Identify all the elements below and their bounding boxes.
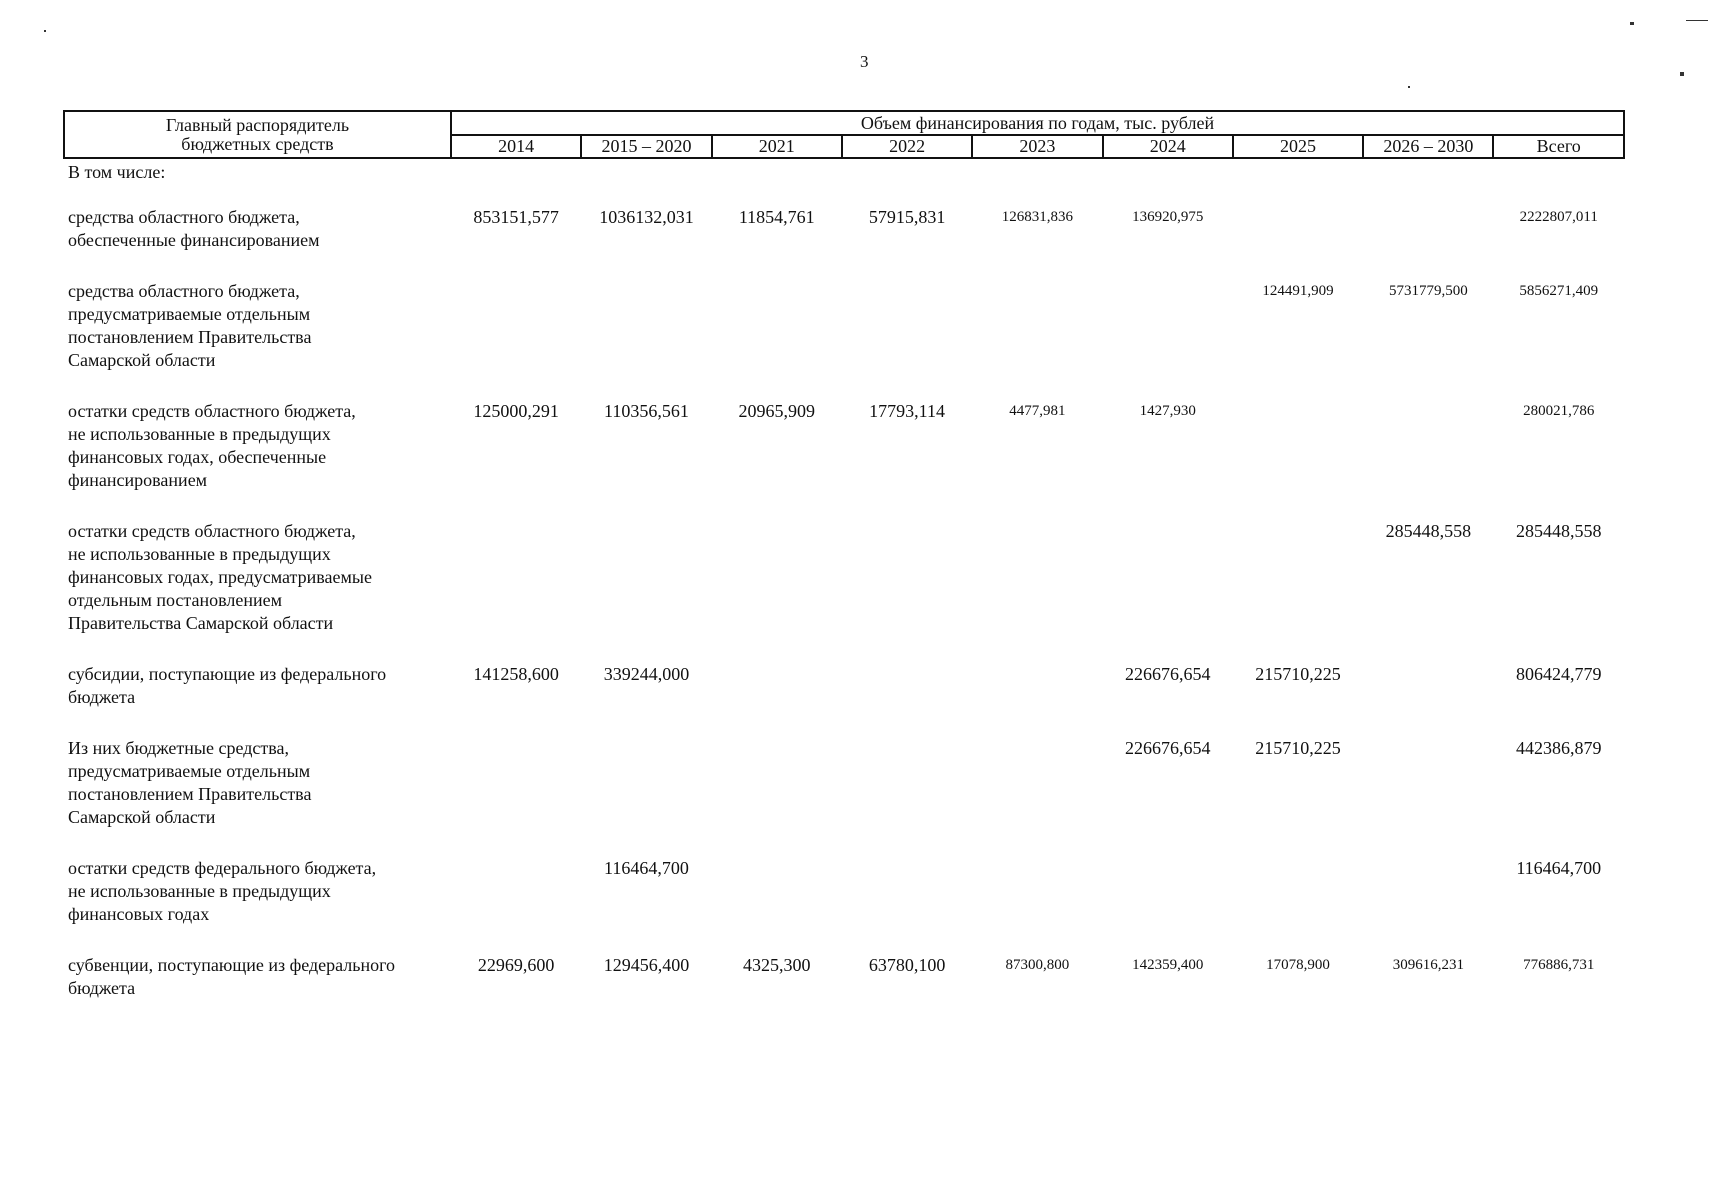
value-cell-20152020: 116464,700	[604, 858, 689, 878]
row-label-line: Из них бюджетные средства,	[68, 738, 290, 758]
value-cell-2023: 87300,800	[1005, 957, 1070, 973]
value-cell-2022	[842, 663, 972, 737]
value-cell-2024: 142359,400	[1132, 957, 1204, 973]
value-cell-20152020	[581, 737, 711, 857]
row-label	[64, 663, 451, 737]
funding-table-container	[63, 110, 1625, 1028]
value-cell-2024	[1103, 520, 1233, 663]
row-label	[64, 280, 451, 400]
value-cell-2023	[972, 520, 1102, 663]
value-cell-2014: 853151,577	[473, 207, 559, 227]
value-cell-Всего: 442386,879	[1515, 738, 1602, 758]
value-cell-2025	[1233, 857, 1363, 954]
value-cell-2023	[972, 280, 1102, 400]
value-cell-Всего: 280021,786	[1523, 403, 1595, 419]
value-cell-2025	[1233, 400, 1363, 520]
row-label-line: субвенции, поступающие из федерального	[68, 955, 396, 975]
value-cell-2014: 125000,291	[473, 401, 559, 421]
value-cell-2024: 1427,930	[1139, 403, 1196, 419]
value-cell-20262030: 309616,231	[1392, 957, 1464, 973]
value-cell-2023: 126831,836	[1001, 209, 1073, 225]
value-cell-2024: 226676,654	[1124, 664, 1211, 684]
value-cell-20262030	[1363, 400, 1493, 520]
scan-speck	[1630, 22, 1634, 25]
table-row	[64, 280, 1624, 400]
value-cell-2025	[1233, 206, 1363, 280]
value-cell-20262030	[1363, 206, 1493, 280]
row-label	[64, 857, 451, 954]
row-label-line: финансированием	[68, 470, 208, 490]
value-cell-2022: 17793,114	[869, 401, 945, 421]
value-cell-20262030: 5731779,500	[1388, 283, 1468, 299]
row-label-line: бюджета	[68, 687, 136, 707]
header-year-8: Всего	[1493, 135, 1624, 158]
row-label-line: не использованные в предыдущих	[68, 544, 331, 564]
value-cell-2023	[972, 663, 1102, 737]
scan-speck	[1680, 72, 1684, 76]
table-row	[64, 520, 1624, 663]
table-body	[64, 158, 1624, 1028]
value-cell-20262030	[1363, 737, 1493, 857]
value-cell-2021: 20965,909	[738, 401, 815, 421]
value-cell-2025: 215710,225	[1255, 664, 1341, 684]
row-label-line: постановлением Правительства	[68, 327, 312, 347]
table-row	[64, 954, 1624, 1028]
value-cell-2014: 141258,600	[473, 664, 559, 684]
row-label-line: средства областного бюджета,	[68, 281, 300, 301]
value-cell-2025	[1233, 520, 1363, 663]
header-label-line-1: Главный распорядитель	[165, 114, 350, 135]
value-cell-20152020: 129456,400	[603, 955, 690, 975]
value-cell-Всего: 116464,700	[1516, 858, 1602, 878]
value-cell-2023	[972, 857, 1102, 954]
table-row	[64, 206, 1624, 280]
row-label-line: Самарской области	[68, 807, 216, 827]
table-row	[64, 737, 1624, 857]
value-cell-2022: 57915,831	[868, 207, 946, 227]
value-cell-2021: 4325,300	[743, 955, 811, 975]
row-label-line: субсидии, поступающие из федерального	[68, 664, 387, 684]
value-cell-20152020	[581, 520, 711, 663]
row-label-line: предусматриваемые отдельным	[68, 304, 311, 324]
header-label-cell	[64, 111, 451, 158]
row-label	[64, 520, 451, 663]
header-year-4: 2023	[972, 135, 1102, 158]
row-label-line: обеспеченные финансированием	[68, 230, 320, 250]
table-row	[64, 400, 1624, 520]
row-label-line: не использованные в предыдущих	[68, 881, 331, 901]
value-cell-Всего: 285448,558	[1515, 521, 1602, 541]
header-year-1: 2015 – 2020	[581, 135, 711, 158]
value-cell-Всего: 2222807,011	[1519, 209, 1598, 225]
header-year-0: 2014	[451, 135, 581, 158]
value-cell-2022	[842, 857, 972, 954]
row-label-line: Правительства Самарской области	[68, 613, 334, 633]
scan-speck	[44, 30, 46, 32]
header-label-line-2: бюджетных средств	[181, 133, 334, 154]
header-year-6: 2025	[1233, 135, 1363, 158]
header-year-7: 2026 – 2030	[1363, 135, 1493, 158]
row-label-line: бюджета	[68, 978, 136, 998]
value-cell-2022	[842, 520, 972, 663]
row-label-line: постановлением Правительства	[68, 784, 312, 804]
value-cell-2024	[1103, 280, 1233, 400]
value-cell-20152020: 110356,561	[604, 401, 689, 421]
value-cell-2024: 226676,654	[1124, 738, 1211, 758]
value-cell-2021	[712, 280, 842, 400]
row-label-line: Самарской области	[68, 350, 216, 370]
value-cell-2014	[451, 737, 581, 857]
value-cell-2021	[712, 520, 842, 663]
value-cell-20152020: 339244,000	[603, 664, 690, 684]
scan-speck	[1408, 86, 1410, 88]
row-label-line: остатки средств областного бюджета,	[68, 401, 356, 421]
value-cell-2021: 11854,761	[738, 207, 815, 227]
value-cell-2023: 4477,981	[1009, 403, 1066, 419]
row-label-line: финансовых годах, предусматриваемые	[68, 567, 372, 587]
row-label-line: средства областного бюджета,	[68, 207, 300, 227]
row-label	[64, 206, 451, 280]
value-cell-2023	[972, 737, 1102, 857]
value-cell-2021	[712, 663, 842, 737]
value-cell-2014	[451, 520, 581, 663]
row-label-line: финансовых годах, обеспеченные	[68, 447, 327, 467]
table-row	[64, 857, 1624, 954]
value-cell-2022	[842, 280, 972, 400]
page-number: 3	[860, 52, 869, 71]
value-cell-2014: 22969,600	[477, 955, 555, 975]
intro-text: В том числе:	[68, 162, 166, 182]
value-cell-Всего: 5856271,409	[1519, 283, 1599, 299]
value-cell-Всего: 806424,779	[1515, 664, 1602, 684]
value-cell-2021	[712, 857, 842, 954]
value-cell-2021	[712, 737, 842, 857]
row-label-line: остатки средств областного бюджета,	[68, 521, 356, 541]
value-cell-2024: 136920,975	[1132, 209, 1204, 225]
row-label-line: остатки средств федерального бюджета,	[68, 858, 377, 878]
value-cell-Всего: 776886,731	[1523, 957, 1595, 973]
table-row	[64, 663, 1624, 737]
row-label	[64, 737, 451, 857]
value-cell-2014	[451, 280, 581, 400]
row-label	[64, 954, 451, 1028]
header-year-2: 2021	[712, 135, 842, 158]
funding-table	[63, 110, 1625, 1028]
header-group-title: Объем финансирования по годам, тыс. рублей	[451, 111, 1624, 135]
row-label-line: не использованные в предыдущих	[68, 424, 331, 444]
value-cell-2025: 17078,900	[1266, 957, 1330, 973]
value-cell-2022: 63780,100	[868, 955, 946, 975]
value-cell-2024	[1103, 857, 1233, 954]
value-cell-20262030: 285448,558	[1385, 521, 1472, 541]
row-label	[64, 400, 451, 520]
row-label-line: отдельным постановлением	[68, 590, 283, 610]
value-cell-20262030	[1363, 663, 1493, 737]
value-cell-20262030	[1363, 857, 1493, 954]
value-cell-2025: 215710,225	[1255, 738, 1341, 758]
intro-row	[64, 158, 1624, 206]
value-cell-2014	[451, 857, 581, 954]
value-cell-2025: 124491,909	[1262, 283, 1334, 299]
header-year-5: 2024	[1103, 135, 1233, 158]
row-label-line: предусматриваемые отдельным	[68, 761, 311, 781]
value-cell-2022	[842, 737, 972, 857]
table-header	[64, 111, 1624, 158]
header-year-3: 2022	[842, 135, 972, 158]
value-cell-20152020	[581, 280, 711, 400]
scan-dash	[1686, 20, 1708, 21]
value-cell-20152020: 1036132,031	[599, 207, 694, 227]
row-label-line: финансовых годах	[68, 904, 210, 924]
